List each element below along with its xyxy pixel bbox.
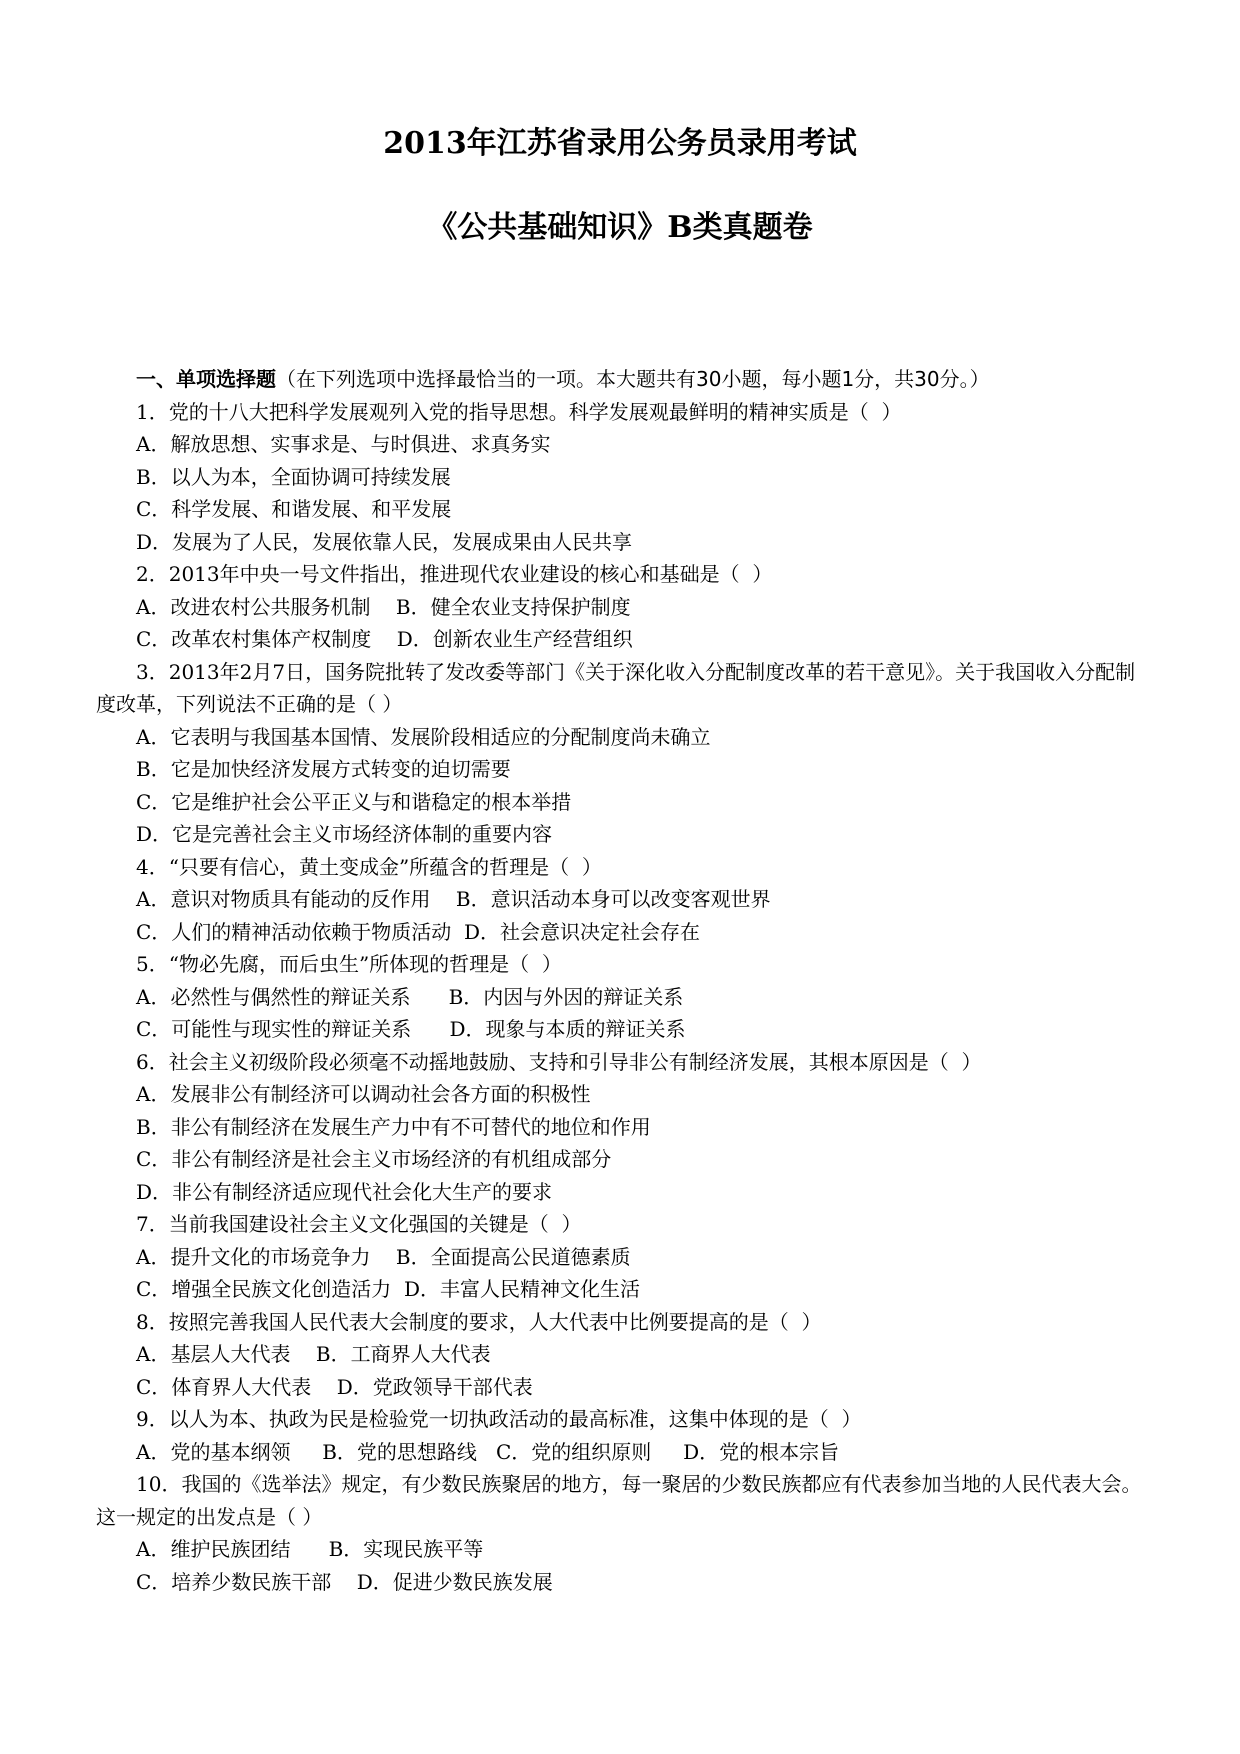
- option-line: A．解放思想、实事求是、与时俱进、求真务实: [136, 432, 551, 456]
- option-line: C．非公有制经济是社会主义市场经济的有机组成部分: [136, 1147, 612, 1171]
- section-heading: [96, 363, 1148, 396]
- section-instruction: （在下列选项中选择最恰当的一项。本大题共有30小题，每小题1分，共30分。）: [276, 367, 990, 391]
- option-line: B．它是加快经济发展方式转变的迫切需要: [136, 757, 511, 781]
- option-line: C．体育界人大代表 D．党政领导干部代表: [136, 1374, 533, 1399]
- option-line: C．改革农村集体产权制度 D．创新农业生产经营组织: [136, 627, 633, 651]
- option-line: A．意识对物质具有能动的反作用 B．意识活动本身可以改变客观世界: [136, 887, 771, 911]
- question-5: 5．“物必先腐，而后虫生”所体现的哲理是（ ）: [136, 952, 562, 976]
- exam-body: [96, 363, 1148, 1598]
- section-label: 一、单项选择题: [136, 367, 276, 391]
- option-line: C．增强全民族文化创造活力 D．丰富人民精神文化生活: [136, 1277, 641, 1301]
- option-line: A．提升文化的市场竞争力 B．全面提高公民道德素质: [136, 1244, 631, 1269]
- option-line: A．发展非公有制经济可以调动社会各方面的积极性: [136, 1082, 591, 1106]
- option-line: C．可能性与现实性的辩证关系 D．现象与本质的辩证关系: [136, 1017, 686, 1041]
- option-line: A．基层人大代表 B．工商界人大代表: [136, 1342, 491, 1366]
- option-line: B．以人为本，全面协调可持续发展: [136, 464, 451, 489]
- option-line: B．非公有制经济在发展生产力中有不可替代的地位和作用: [136, 1114, 651, 1139]
- question-7: 7．当前我国建设社会主义文化强国的关键是（ ）: [136, 1212, 582, 1236]
- option-line: D．发展为了人民，发展依靠人民，发展成果由人民共享: [136, 529, 633, 554]
- question-3: 3．2013年2月7日，国务院批转了发改委等部门《关于深化收入分配制度改革的若干意见》。关于我国收入分配制度改革，下列说法不正确的是（ ）: [96, 659, 1136, 716]
- exam-title: 2013年江苏省录用公务员录用考试: [383, 126, 857, 161]
- option-line: A．必然性与偶然性的辩证关系 B．内因与外因的辩证关系: [136, 984, 684, 1009]
- option-line: A．党的基本纲领 B．党的思想路线 C．党的组织原则 D．党的根本宗旨: [136, 1439, 840, 1464]
- option-line: A．它表明与我国基本国情、发展阶段相适应的分配制度尚未确立: [136, 724, 711, 749]
- option-line: D．它是完善社会主义市场经济体制的重要内容: [136, 822, 553, 846]
- question-1: 1．党的十八大把科学发展观列入党的指导思想。科学发展观最鲜明的精神实质是（ ）: [136, 399, 902, 424]
- option-line: A．改进农村公共服务机制 B．健全农业支持保护制度: [136, 594, 631, 619]
- question-9: 9．以人为本、执政为民是检验党一切执政活动的最高标准，这集中体现的是（ ）: [136, 1407, 862, 1431]
- question-10: 10．我国的《选举法》规定，有少数民族聚居的地方，每一聚居的少数民族都应有代表参加当地的人民代表大会。这一规定的出发点是（ ）: [96, 1472, 1142, 1529]
- question-2: 2．2013年中央一号文件指出，推进现代农业建设的核心和基础是（ ）: [136, 562, 773, 586]
- option-line: C．它是维护社会公平正义与和谐稳定的根本举措: [136, 789, 572, 814]
- question-8: 8．按照完善我国人民代表大会制度的要求，人大代表中比例要提高的是（ ）: [136, 1309, 822, 1334]
- option-line: D．非公有制经济适应现代社会化大生产的要求: [136, 1179, 553, 1204]
- exam-subtitle: 《公共基础知识》B类真题卷: [427, 210, 813, 245]
- option-line: C．培养少数民族干部 D．促进少数民族发展: [136, 1569, 553, 1594]
- option-line: C．科学发展、和谐发展、和平发展: [136, 497, 452, 521]
- question-4: 4．“只要有信心，黄土变成金”所蕴含的哲理是（ ）: [136, 854, 602, 879]
- option-line: A．维护民族团结 B．实现民族平等: [136, 1537, 484, 1561]
- question-6: 6．社会主义初级阶段必须毫不动摇地鼓励、支持和引导非公有制经济发展，其根本原因是（ ）: [136, 1049, 982, 1074]
- option-line: C．人们的精神活动依赖于物质活动 D．社会意识决定社会存在: [136, 919, 701, 944]
